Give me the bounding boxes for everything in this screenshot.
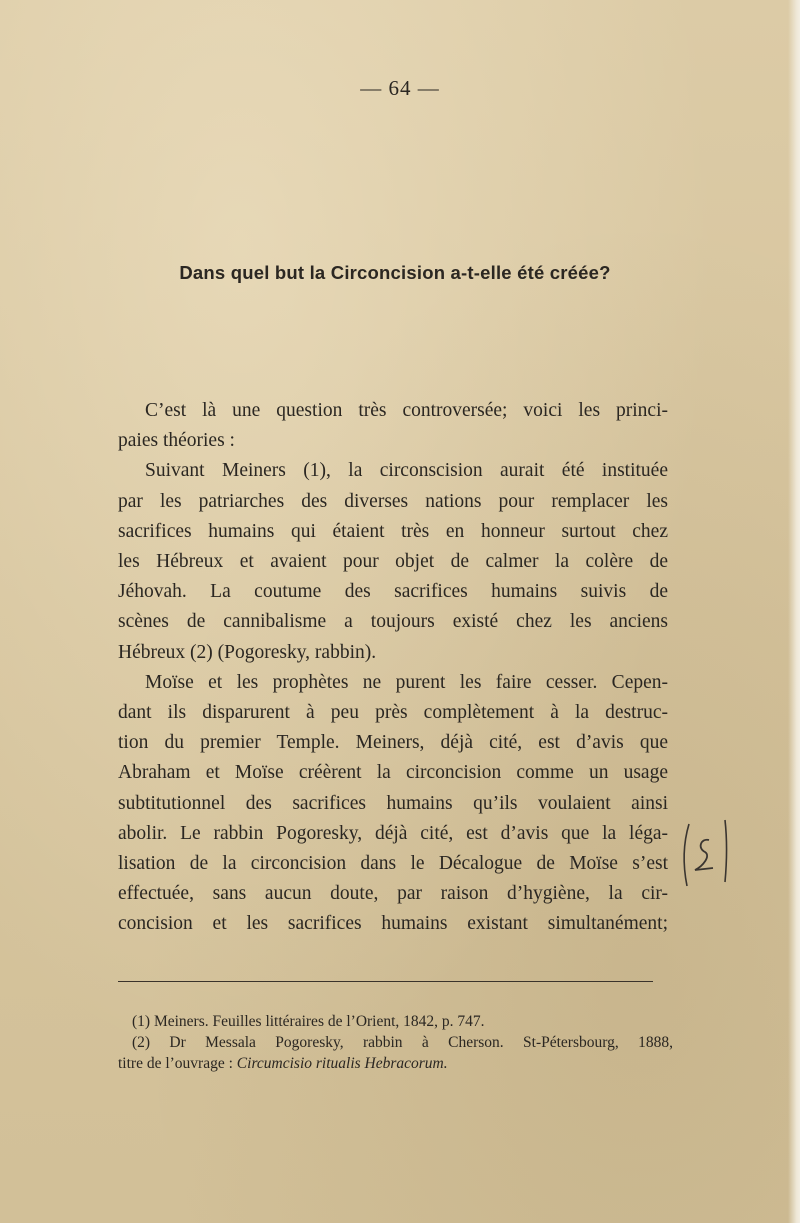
text-line: C’est là une question très controversée; voici les princi- (145, 400, 668, 421)
text-line: Jéhovah. La coutume des sacrifices humains suivis de (118, 581, 668, 603)
page-number: — 64 — (360, 76, 440, 100)
text-line: tion du premier Temple. Meiners, déjà cité, est d’avis que (118, 732, 668, 754)
text-line: paies théories : (118, 430, 235, 452)
footnote-1: (1) Meiners. Feuilles littéraires de l’Orient, 1842, p. 747. (132, 1013, 485, 1030)
text-line: Hébreux (2) (Pogoresky, rabbin). (118, 641, 377, 663)
handwritten-mark (675, 818, 733, 890)
text-line: Abraham et Moïse créèrent la circoncision comme un usage (118, 762, 668, 784)
footnote-2: (2) Dr Messala Pogoresky, rabbin à Cherson. St-Pétersbourg, 1888, (132, 1034, 673, 1051)
text-line: Suivant Meiners (1), la circonscision aurait été instituée (145, 460, 668, 482)
footnote-2-title: Circumcisio ritualis Hebracorum. (236, 1055, 448, 1072)
text-line: sacrifices humains qui étaient très en honneur surtout chez (118, 520, 668, 542)
footnote-2-prefix: titre de l’ouvrage : (118, 1055, 237, 1072)
text-line: Moïse et les prophètes ne purent les faire cesser. Cepen- (145, 671, 668, 693)
text-line: subtitutionnel des sacrifices humains qu’ils voulaient ainsi (118, 792, 668, 814)
text-line: dant ils disparurent à peu près complètement à la destruc- (118, 702, 668, 724)
footnote-2-continued (118, 1053, 673, 1074)
footnotes (118, 1011, 673, 1074)
text-line: par les patriarches des diverses nations pour remplacer les (118, 490, 668, 512)
text-line: effectuée, sans aucun doute, par raison d’hygiène, la cir- (118, 883, 668, 905)
text-line: les Hébreux et avaient pour objet de calmer la colère de (118, 551, 668, 573)
text-line: concision et les sacrifices humains existant simultanément; (118, 913, 668, 935)
page-edge (788, 0, 800, 1223)
footnote-rule (118, 981, 653, 982)
text-line: scènes de cannibalisme a toujours existé chez les anciens (118, 611, 668, 633)
text-line: lisation de la circoncision dans le Décalogue de Moïse s’est (118, 853, 668, 875)
text-line: abolir. Le rabbin Pogoresky, déjà cité, est d’avis que la léga- (118, 822, 668, 844)
section-heading: Dans quel but la Circoncision a-t-elle été créée? (179, 262, 611, 283)
body-text (118, 396, 668, 940)
